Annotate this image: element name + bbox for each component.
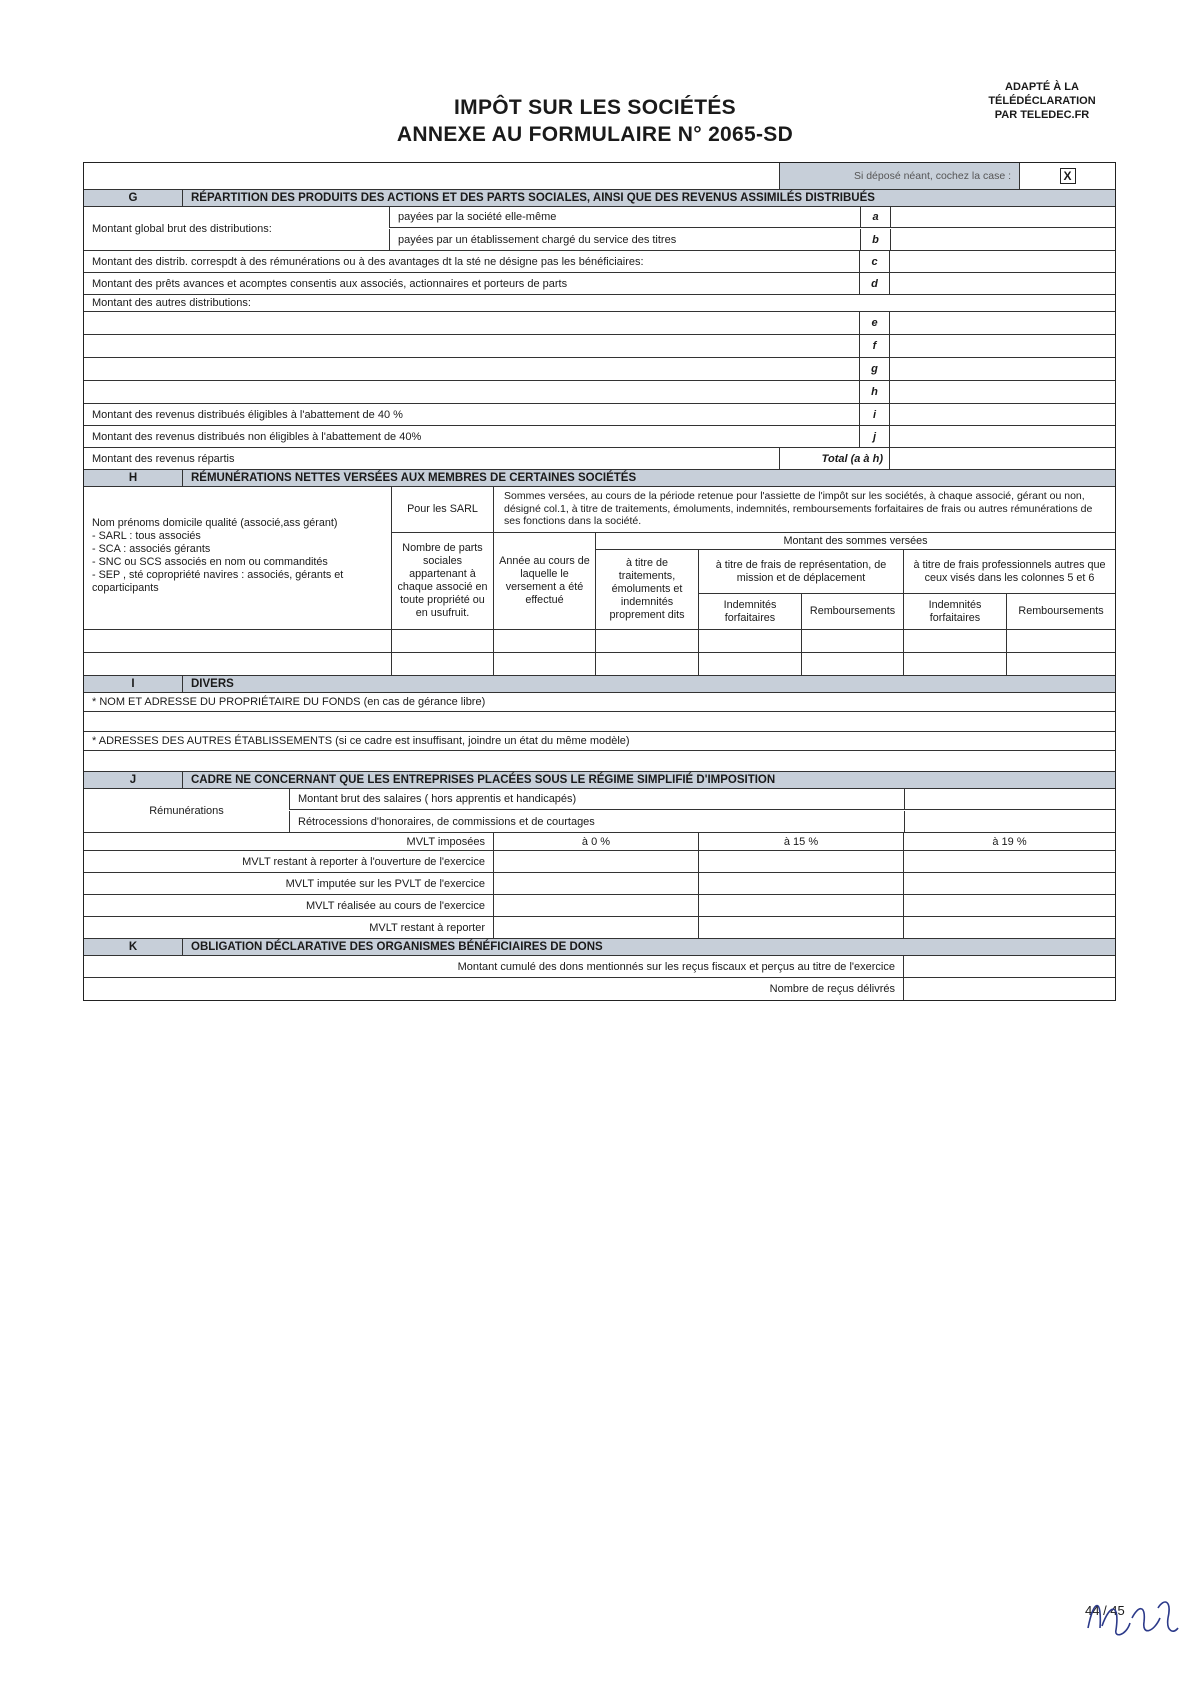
h-r1-c3[interactable] xyxy=(493,630,595,652)
mvlt-ouverture-row xyxy=(84,851,1115,873)
row-h-desc[interactable] xyxy=(84,381,859,403)
section-j-code: J xyxy=(129,774,137,786)
mvlt-ouverture-0[interactable] xyxy=(493,851,698,872)
row-h xyxy=(84,381,1115,404)
h-indem2: Indemnités forfaitaires xyxy=(903,594,1006,629)
h-r2-c4[interactable] xyxy=(595,653,698,675)
mvlt-realisee-0[interactable] xyxy=(493,895,698,916)
row-e-letter: e xyxy=(859,312,889,334)
row-j-letter: j xyxy=(859,426,889,447)
row-f xyxy=(84,335,1115,358)
row-c-label: Montant des distrib. correspdt à des rémunérations ou à des avantages dt la sté ne désigne pas les bénéficiaires: xyxy=(92,255,644,268)
row-a-label: payées par la société elle-même xyxy=(398,211,557,223)
teledec-line-3: PAR TELEDEC.FR xyxy=(994,109,1090,121)
row-e xyxy=(84,312,1115,335)
section-k-header xyxy=(84,939,1115,956)
mvlt-ouverture-19[interactable] xyxy=(903,851,1115,872)
section-i-title: DIVERS xyxy=(182,676,1115,692)
annex-form xyxy=(83,162,1116,1001)
row-d-letter: d xyxy=(859,273,889,294)
h-r2-c1[interactable] xyxy=(84,653,391,675)
nb-recus-label: Nombre de reçus délivrés xyxy=(769,983,895,995)
row-b-letter: b xyxy=(860,229,890,250)
h-r1-c8[interactable] xyxy=(1006,630,1115,652)
h-nb-parts: Nombre de parts sociales appartenant à chaque associé en toute propriété ou en usufruit. xyxy=(391,533,493,629)
taux-19: à 19 % xyxy=(903,833,1115,850)
h-r1-c4[interactable] xyxy=(595,630,698,652)
retrocessions-field[interactable] xyxy=(904,811,1115,832)
row-h-letter: h xyxy=(859,381,889,403)
retrocessions-row xyxy=(289,811,1115,832)
mvlt-reporter-19[interactable] xyxy=(903,917,1115,938)
row-g xyxy=(84,358,1115,381)
h-r2-c6[interactable] xyxy=(801,653,903,675)
retrocessions-label: Rétrocessions d'honoraires, de commissions et de courtages xyxy=(298,815,595,828)
salaires-field[interactable] xyxy=(904,789,1115,809)
row-c xyxy=(84,251,1115,273)
h-r1-c2[interactable] xyxy=(391,630,493,652)
title-line-1: IMPÔT SUR LES SOCIÉTÉS xyxy=(454,96,736,119)
mvlt-imposees-label: MVLT imposées xyxy=(406,835,485,848)
section-i-header xyxy=(84,676,1115,693)
mvlt-imputee-19[interactable] xyxy=(903,873,1115,894)
h-data-row-1 xyxy=(84,629,1115,652)
h-remb2: Remboursements xyxy=(1006,594,1115,629)
h-data-row-2 xyxy=(84,652,1115,675)
h-remb1: Remboursements xyxy=(801,594,903,629)
mvlt-reporter-15[interactable] xyxy=(698,917,903,938)
neant-checkbox[interactable]: X xyxy=(1060,168,1076,184)
page-number: 44 / 45 xyxy=(1085,1603,1125,1618)
mvlt-header-row xyxy=(84,833,1115,851)
mvlt-imputee-row xyxy=(84,873,1115,895)
total-row xyxy=(84,448,1115,470)
adresses-label: * ADRESSES DES AUTRES ÉTABLISSEMENTS (si ce cadre est insuffisant, joindre un état du même modèle) xyxy=(92,735,630,747)
total-label: Montant des revenus répartis xyxy=(92,452,235,465)
global-label: Montant global brut des distributions: xyxy=(92,222,272,235)
h-r2-c8[interactable] xyxy=(1006,653,1115,675)
row-b-label: payées par un établissement chargé du service des titres xyxy=(398,233,677,246)
section-j-header xyxy=(84,772,1115,789)
dons-label: Montant cumulé des dons mentionnés sur les reçus fiscaux et perçus au titre de l'exercice xyxy=(457,960,895,973)
nom-adresse-row xyxy=(84,693,1115,712)
h-indem1: Indemnités forfaitaires xyxy=(698,594,801,629)
row-i-letter: i xyxy=(859,404,889,425)
title-line-2: ANNEXE AU FORMULAIRE N° 2065-SD xyxy=(396,123,794,146)
row-f-letter: f xyxy=(859,335,889,357)
h-r1-c5[interactable] xyxy=(698,630,801,652)
h-pour-sarl: Pour les SARL xyxy=(391,487,493,533)
mvlt-reporter-row xyxy=(84,917,1115,939)
remunerations-label: Rémunérations xyxy=(149,804,224,817)
mvlt-reporter-label: MVLT restant à reporter xyxy=(369,921,485,934)
section-h-title: RÉMUNÉRATIONS NETTES VERSÉES AUX MEMBRES DE CERTAINES SOCIÉTÉS xyxy=(182,470,1115,486)
h-col1-l2: - SCA : associés gérants xyxy=(92,543,211,555)
h-col1-l4: - SEP , sté copropriété navires : associés, gérants et coparticipants xyxy=(92,569,344,594)
mvlt-ouverture-label: MVLT restant à reporter à l'ouverture de l'exercice xyxy=(242,855,485,868)
h-r2-c7[interactable] xyxy=(903,653,1006,675)
section-h-grid xyxy=(84,487,1115,676)
h-r1-c6[interactable] xyxy=(801,630,903,652)
teledec-line-1: ADAPTÉ À LA xyxy=(1005,81,1079,93)
mvlt-imputee-label: MVLT imputée sur les PVLT de l'exercice xyxy=(285,877,485,890)
h-r2-c2[interactable] xyxy=(391,653,493,675)
row-j-field[interactable] xyxy=(889,426,1115,447)
section-g-title: RÉPARTITION DES PRODUITS DES ACTIONS ET DES PARTS SOCIALES, AINSI QUE DES REVENUS ASSIMILÉS DISTRIBUÉS xyxy=(182,190,1115,206)
mvlt-realisee-row xyxy=(84,895,1115,917)
neant-row xyxy=(84,163,1115,190)
mvlt-imputee-15[interactable] xyxy=(698,873,903,894)
row-j-label: Montant des revenus distribués non éligibles à l'abattement de 40% xyxy=(92,430,422,443)
row-i-label: Montant des revenus distribués éligibles à l'abattement de 40 % xyxy=(92,408,403,421)
row-a-field[interactable] xyxy=(890,207,1115,227)
mvlt-ouverture-15[interactable] xyxy=(698,851,903,872)
autres-row xyxy=(84,295,1115,312)
row-i-field[interactable] xyxy=(889,404,1115,425)
section-h-code: H xyxy=(128,472,138,484)
taux-0: à 0 % xyxy=(493,833,698,850)
row-i xyxy=(84,404,1115,426)
neant-checkbox-cell xyxy=(1019,163,1115,189)
h-col1-header xyxy=(84,487,391,629)
row-d xyxy=(84,273,1115,295)
h-annee: Année au cours de laquelle le versement a été effectué xyxy=(493,533,595,629)
neant-label: Si déposé néant, cochez la case : xyxy=(779,163,1019,189)
teledec-notice xyxy=(972,80,1112,122)
mvlt-imputee-0[interactable] xyxy=(493,873,698,894)
global-distributions xyxy=(84,207,1115,251)
section-i-code: I xyxy=(131,678,135,690)
row-g-field[interactable] xyxy=(889,358,1115,380)
nom-adresse-label: * NOM ET ADRESSE DU PROPRIÉTAIRE DU FONDS (en cas de gérance libre) xyxy=(92,696,486,708)
section-g-header xyxy=(84,190,1115,207)
mvlt-realisee-15[interactable] xyxy=(698,895,903,916)
teledec-line-2: TÉLÉDÉCLARATION xyxy=(988,95,1096,107)
remunerations-block xyxy=(84,789,1115,833)
salaires-row xyxy=(289,789,1115,810)
h-col1-title: Nom prénoms domicile qualité (associé,ass gérant) xyxy=(92,517,338,529)
h-r2-c3[interactable] xyxy=(493,653,595,675)
section-h-header xyxy=(84,470,1115,487)
row-a-letter: a xyxy=(860,207,890,227)
row-a xyxy=(389,207,1115,228)
h-r1-c7[interactable] xyxy=(903,630,1006,652)
salaires-label: Montant brut des salaires ( hors apprentis et handicapés) xyxy=(298,793,577,805)
nb-recus-row xyxy=(84,978,1115,1000)
row-j xyxy=(84,426,1115,448)
autres-label: Montant des autres distributions: xyxy=(92,297,251,309)
h-col1-l1: - SARL : tous associés xyxy=(92,530,201,542)
adresses-field[interactable] xyxy=(84,751,1115,772)
row-e-field[interactable] xyxy=(889,312,1115,334)
row-e-desc[interactable] xyxy=(84,312,859,334)
row-g-desc[interactable] xyxy=(84,358,859,380)
h-titre-prof: à titre de frais professionnels autres que ceux visés dans les colonnes 5 et 6 xyxy=(903,550,1115,594)
h-titre-rep: à titre de frais de représentation, de mission et de déplacement xyxy=(698,550,903,594)
row-c-letter: c xyxy=(859,251,889,272)
h-sommes: Sommes versées, au cours de la période retenue pour l'assiette de l'impôt sur les sociétés, à chaque associé, gérant ou non, désigné col.1, à titre de traitements, émoluments, indemnités, remboursements forfaitaires de frais ou autres rémunérations de ses fonctions dans la société. xyxy=(493,487,1115,533)
nb-recus-field[interactable] xyxy=(903,978,1115,1000)
mvlt-realisee-19[interactable] xyxy=(903,895,1115,916)
mvlt-reporter-0[interactable] xyxy=(493,917,698,938)
h-r2-c5[interactable] xyxy=(698,653,801,675)
section-k-code: K xyxy=(128,941,138,953)
total-letter: Total (a à h) xyxy=(779,448,889,469)
section-g-code: G xyxy=(128,192,138,204)
section-k-title: OBLIGATION DÉCLARATIVE DES ORGANISMES BÉNÉFICIAIRES DE DONS xyxy=(182,939,1115,955)
total-field[interactable] xyxy=(889,448,1115,469)
dons-row xyxy=(84,956,1115,978)
row-h-field[interactable] xyxy=(889,381,1115,403)
h-r1-c1[interactable] xyxy=(84,630,391,652)
h-col1-l3: - SNC ou SCS associés en nom ou commandités xyxy=(92,556,328,568)
row-d-field[interactable] xyxy=(889,273,1115,294)
row-d-label: Montant des prêts avances et acomptes consentis aux associés, actionnaires et porteurs de parts xyxy=(92,277,568,290)
row-b xyxy=(389,229,1115,250)
h-montant: Montant des sommes versées xyxy=(595,533,1115,550)
row-f-desc[interactable] xyxy=(84,335,859,357)
section-j-title: CADRE NE CONCERNANT QUE LES ENTREPRISES PLACÉES SOUS LE RÉGIME SIMPLIFIÉ D'IMPOSITION xyxy=(182,772,1115,788)
h-titre-trait: à titre de traitements, émoluments et indemnités proprement dits xyxy=(595,550,698,629)
nom-adresse-field[interactable] xyxy=(84,712,1115,732)
row-f-field[interactable] xyxy=(889,335,1115,357)
row-b-field[interactable] xyxy=(890,229,1115,250)
row-c-field[interactable] xyxy=(889,251,1115,272)
mvlt-realisee-label: MVLT réalisée au cours de l'exercice xyxy=(306,899,485,912)
adresses-row xyxy=(84,732,1115,751)
dons-field[interactable] xyxy=(903,956,1115,977)
taux-15: à 15 % xyxy=(698,833,903,850)
handwritten-signature-icon xyxy=(1080,1588,1180,1648)
row-g-letter: g xyxy=(859,358,889,380)
